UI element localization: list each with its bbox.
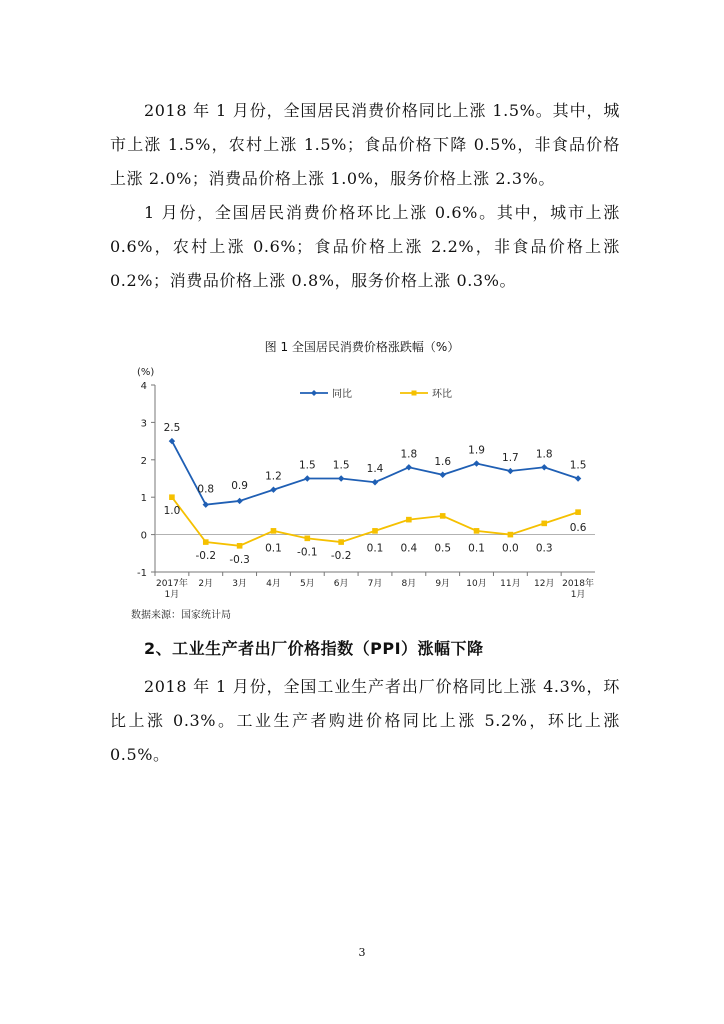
x-tick-label: 5月 (299, 579, 315, 589)
data-label: 1.8 (535, 448, 553, 461)
data-point (575, 475, 581, 481)
x-tick-label: 2018年 1月 (562, 579, 595, 600)
data-label: 1.4 (366, 463, 384, 476)
y-tick-label: 4 (140, 381, 147, 392)
data-point (372, 479, 378, 485)
data-point (338, 475, 344, 481)
data-point (439, 472, 445, 478)
data-label: 0.3 (535, 542, 553, 555)
data-label: 0.8 (197, 483, 215, 496)
x-tick-label: 6月 (333, 579, 349, 589)
cpi-line-chart (115, 360, 615, 620)
paragraph-text: 2018 年 1 月份，全国工业生产者出厂价格同比上涨 4.3%，环比上涨 0.3%。工业生产者购进价格同比上涨 5.2%，环比上涨 0.5%。 (110, 677, 620, 764)
data-point (305, 536, 311, 542)
x-tick-label: 12月 (534, 579, 555, 589)
data-label: 1.5 (569, 459, 587, 472)
data-label: 1.5 (332, 459, 350, 472)
y-tick-label: 2 (140, 455, 147, 467)
figure-caption: 图 1 全国居民消费价格涨跌幅（%） (264, 340, 460, 354)
data-point (203, 501, 209, 507)
y-tick-label: 3 (140, 418, 147, 430)
data-label: 2.5 (163, 422, 181, 435)
page-number: 3 (358, 946, 366, 959)
data-point (508, 532, 514, 538)
x-tick-label: 4月 (266, 579, 281, 589)
data-point (304, 475, 310, 481)
data-point (338, 539, 344, 545)
data-label: 0.9 (231, 479, 248, 492)
data-point (406, 517, 412, 523)
data-point (169, 494, 175, 500)
series-line-1 (172, 497, 578, 546)
data-point (236, 498, 242, 504)
legend-label: 同比 (332, 389, 352, 400)
x-tick-label: 2017年 1月 (155, 579, 188, 600)
data-label: 1.7 (502, 452, 519, 465)
y-tick-label: 1 (140, 493, 147, 505)
data-label: 0.1 (468, 542, 485, 555)
x-tick-label: 10月 (466, 579, 487, 589)
data-point (541, 521, 547, 527)
data-label: 1.5 (298, 459, 316, 472)
source-note: 数据来源：国家统计局 (131, 610, 231, 621)
data-point (541, 464, 547, 470)
data-label: 1.8 (400, 448, 418, 461)
x-tick-label: 3月 (232, 579, 247, 589)
data-point (474, 528, 480, 534)
x-tick-label: 2月 (198, 579, 214, 589)
paragraph-text: 1 月份，全国居民消费价格环比上涨 0.6%。其中，城市上涨 0.6%，农村上涨 0.6%；食品价格上涨 2.2%，非食品价格上涨 0.2%；消费品价格上涨 0.8%，服务价格上涨 0.3%。 (110, 203, 620, 290)
data-point (473, 460, 479, 466)
data-point (271, 528, 277, 534)
data-label: 0.1 (265, 542, 282, 555)
legend-marker (311, 390, 317, 396)
data-label: -0.3 (229, 553, 250, 566)
legend-marker (412, 391, 417, 396)
x-tick-label: 8月 (401, 579, 417, 589)
paragraph-ppi (110, 670, 620, 772)
data-point (372, 528, 378, 534)
y-tick-label: -1 (137, 568, 147, 579)
data-point (203, 539, 209, 545)
data-label: 1.9 (468, 444, 485, 457)
data-point (270, 487, 276, 493)
paragraph-cpi-yoy (110, 94, 620, 196)
data-label: 1.2 (265, 470, 282, 483)
data-label: 1.0 (163, 505, 181, 518)
data-label: 1.6 (434, 455, 452, 468)
data-point (406, 464, 412, 470)
paragraph-text: 2018 年 1 月份，全国居民消费价格同比上涨 1.5%。其中，城市上涨 1.5%，农村上涨 1.5%；食品价格下降 0.5%，非食品价格上涨 2.0%；消费品价格上涨 1.0%，服务价格上涨 2.3%。 (110, 101, 620, 188)
paragraph-cpi-mom (110, 196, 620, 298)
data-label: -0.2 (330, 550, 352, 563)
data-label: 0.1 (366, 542, 384, 555)
x-tick-label: 7月 (367, 579, 383, 589)
y-tick-label: 0 (140, 530, 147, 542)
data-label: -0.2 (195, 550, 217, 563)
data-point (169, 438, 175, 444)
y-unit-label: (%) (137, 367, 155, 378)
data-point (237, 543, 243, 549)
data-point (507, 468, 513, 474)
x-tick-label: 9月 (435, 579, 451, 589)
data-label: 0.6 (569, 522, 587, 535)
section-heading: 2、工业生产者出厂价格指数（PPI）涨幅下降 (144, 639, 484, 658)
data-label: 0.5 (434, 542, 452, 555)
legend-label: 环比 (432, 389, 452, 400)
data-point (440, 513, 446, 519)
data-label: 0.4 (400, 542, 418, 555)
data-point (575, 509, 581, 515)
data-label: -0.1 (297, 546, 318, 559)
data-label: 0.0 (502, 542, 519, 555)
x-tick-label: 11月 (500, 579, 521, 589)
